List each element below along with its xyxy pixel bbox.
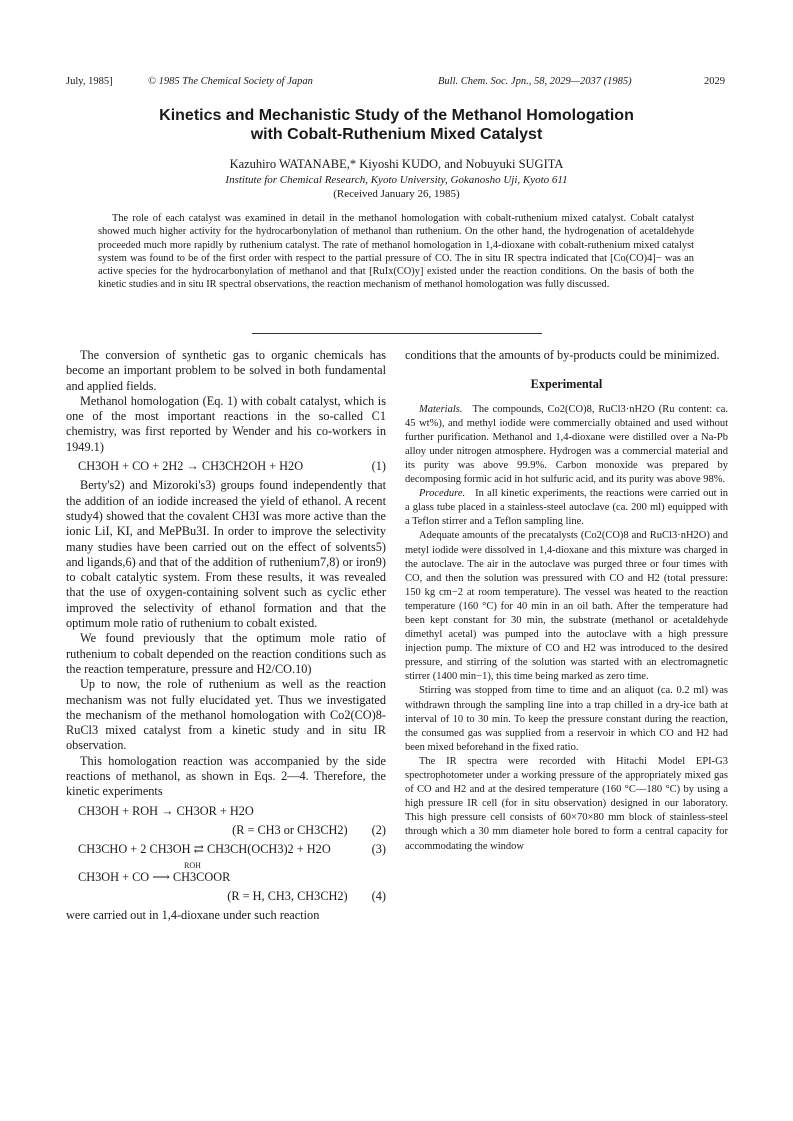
left-column <box>66 348 386 923</box>
intro-paragraph-4: We found previously that the optimum mole ratio of ruthenium to cobalt depended on the reaction conditions such as the reaction temperature, pressure and H2/CO.10) <box>66 631 386 676</box>
author-list: Kazuhiro WATANABE,* Kiyoshi KUDO, and Nobuyuki SUGITA <box>229 157 564 171</box>
affiliation: Institute for Chemical Research, Kyoto University, Gokanosho Uji, Kyoto 611 <box>225 174 568 186</box>
intro-paragraph-1: The conversion of synthetic gas to organic chemicals has become an important problem to be solved in both fundamental and applied fields. <box>66 348 386 393</box>
equation-2-text: CH3OH + ROH → CH3OR + H2O <box>78 803 254 818</box>
equation-2 <box>66 804 386 819</box>
procedure-paragraph <box>405 487 728 529</box>
procedure-text: In all kinetic experiments, the reactions were carried out in a glass tube placed in a stainless-steel autoclave (ca. 200 ml) equipped with a Teflon stirrer and a Teflon sampling line. <box>405 488 728 528</box>
equation-1-text: CH3OH + CO + 2H2 → CH3CH2OH + H2O <box>78 459 304 474</box>
equation-4-over-arrow: ROH <box>184 860 201 870</box>
section-heading-experimental: Experimental <box>530 377 603 392</box>
equation-4 <box>66 870 386 885</box>
continued-paragraph: conditions that the amounts of by-products could be minimized. <box>405 348 720 362</box>
paper-title <box>100 106 693 144</box>
ir-spectra-paragraph: The IR spectra were recorded with Hitachi Model EPI-G3 spectrophotometer under a working pressure of the appropriately mixed gas of CO and H2 and at the desired temperature (160 °C—180 °C) by using a high pressure IR cell (for in situ observation) designed in our laboratory. This high pressure cell consists of 60×70×80 mm block of stainless-steel through which a 30 mm diameter hole bored to form a central capacity for accommodating the window <box>405 755 728 852</box>
equation-2-condition-row <box>66 823 386 838</box>
equation-4-condition: (R = H, CH3, CH3CH2) <box>227 888 348 903</box>
intro-paragraph-6: This homologation reaction was accompanied by the side reactions of methanol, as shown in Eqs. 2—4. Therefore, the kinetic experiments <box>66 753 386 799</box>
materials-label: Materials. <box>419 403 463 415</box>
procedure-label: Procedure. <box>419 488 466 500</box>
equation-4-condition-row <box>66 889 386 904</box>
stirring-paragraph: Stirring was stopped from time to time and an aliquot (ca. 0.2 ml) was withdrawn through the sampling line into a trap chilled in a dry-ice bath at interval of 10 to 30 min. To keep the pressure constant during the reaction, the consumed gas was supplied from a reservoir in which CO and H2 had been mixed beforehand in the fixed ratio. <box>405 685 728 753</box>
equation-4-number: (4) <box>371 888 386 903</box>
equation-3-number: (3) <box>371 842 386 857</box>
running-header <box>0 76 793 90</box>
title-line-2: with Cobalt-Ruthenium Mixed Catalyst <box>250 126 543 143</box>
intro-paragraph-2: Methanol homologation (Eq. 1) with cobalt catalyst, which is one of the most important reactions in the so-called C1 chemistry, was first reported by Wender and his co-workers in 1949.1) <box>66 393 386 454</box>
header-date: July, 1985] <box>66 76 113 87</box>
intro-paragraph-3: Berty's2) and Mizoroki's3) groups found independently that the addition of an iodide increased the yield of ethanol. A recent study4) showed that the covalent CH3I was more active than the ionic LiI, KI, and MePBu3I. In order to improve the selectivity many studies have been carried out on the effect of solvents5) and ligands,6) and that of the addition of ruthenium7,8) or iron9) to cobalt catalytic system. From these results, it was revealed that the use of oxygen-containing solvent such as cyclic ether improved the selectivity of ethanol formation and that the optimum mole ratio of ruthenium to cobalt existed. <box>66 478 386 631</box>
equation-2-condition: (R = CH3 or CH3CH2) <box>232 822 348 837</box>
abstract-text: The role of each catalyst was examined in detail in the methanol homologation with cobalt-ruthenium mixed catalyst. Cobalt catalyst showed much higher activity for the hydrocarbonylation of methanol than ruthenium. On the other hand, the hydrogenation of acetaldehyde proceeded much more rapidly by ruthenium catalyst. The rate of methanol homologation in 1,4-dioxane with cobalt-ruthenium mixed catalyst system was found to be of the first order with respect to the partial pressure of CO. The in situ IR spectra indicated that [Co(CO)4]− was an active species for the hydrocarbonylation of methanol and that [RuIx(CO)y] existed under the reaction conditions. On the basis of both the kinetic studies and in situ IR spectral observations, the reaction mechanism of methanol homologation was fully discussed. <box>98 213 694 291</box>
intro-paragraph-5: Up to now, the role of ruthenium as well as the reaction mechanism was not fully elucidated yet. Thus we investigated the mechanism of the methanol homologation with Co2(CO)8-RuCl3 mixed catalyst from a kinetic study and in situ IR observation. <box>66 677 386 753</box>
title-line-1: Kinetics and Mechanistic Study of the Methanol Homologation <box>159 107 634 124</box>
section-divider <box>252 333 542 334</box>
equation-1-number: (1) <box>371 459 386 474</box>
header-copyright: © 1985 The Chemical Society of Japan <box>148 76 313 87</box>
right-column <box>405 348 728 854</box>
equation-3 <box>66 842 386 857</box>
equation-2-number: (2) <box>371 822 386 837</box>
materials-text: The compounds, Co2(CO)8, RuCl3·nH2O (Ru content: ca. 45 wt%), and methyl iodide were commercially obtained and used without further purification. Methanol and 1,4-dioxane were distilled over a Na-Pb alloy under nitrogen atmosphere. Hydrogen was a commercial material and its purity was above 99.9%. Carbon monoxide was prepared by decomposing formic acid in hot sulfuric acid, and its purity was above 98%. <box>405 403 728 486</box>
header-page-number: 2029 <box>704 76 725 87</box>
equation-4-text: CH3OH + CO ⟶ CH3COOR <box>78 869 231 884</box>
adequate-amounts-paragraph: Adequate amounts of the precatalysts (Co2(CO)8 and RuCl3·nH2O) and metyl iodide were dissolved in 1,4-dioxane and this mixture was charged in the autoclave. The air in the autoclave was purged three or four times with CO, and then the solution was pressured with CO and H2 (total pressure: 150 kg cm−2 at room temperature). The vessel was heated to the reaction temperature (160 °C) for 40 min in an oil bath. After the temperature had been kept constant for 30 min, the substrate (methanol or acetaldehyde dimethyl acetal) was pumped into the autoclave with a high pressure injection pump. The mixture of CO and H2 was introduced to the desired pressure, and stirring of the solution was started with an electromagnetic stirrer (1400 min−1), this time being marked as zero time. <box>405 530 728 683</box>
intro-paragraph-7: were carried out in 1,4-dioxane under such reaction <box>66 908 320 923</box>
equation-1 <box>66 459 386 474</box>
header-journal-citation: Bull. Chem. Soc. Jpn., 58, 2029—2037 (1985) <box>438 76 632 87</box>
received-date: (Received January 26, 1985) <box>333 188 460 200</box>
equation-3-text: CH3CHO + 2 CH3OH ⇄ CH3CH(OCH3)2 + H2O <box>78 842 331 857</box>
abstract <box>98 212 694 292</box>
materials-paragraph <box>405 403 728 488</box>
